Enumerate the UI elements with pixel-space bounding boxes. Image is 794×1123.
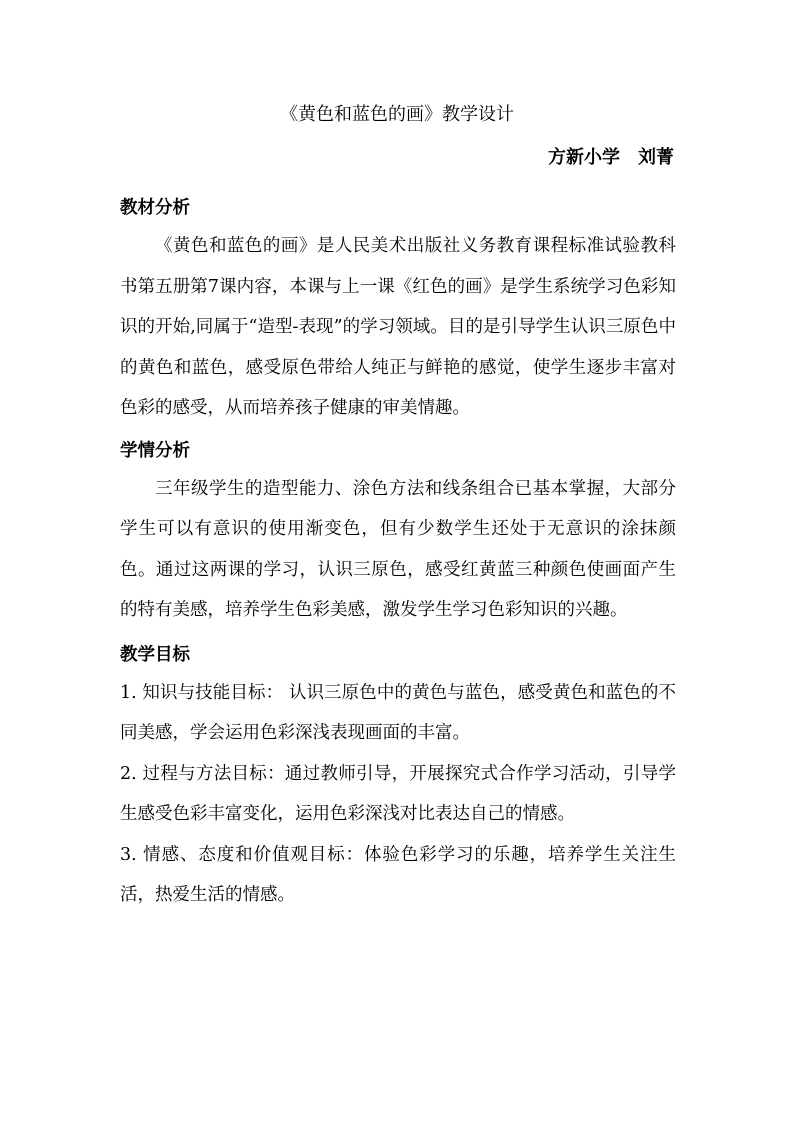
- goal-item: 3. 情感、态度和价值观目标：体验色彩学习的乐趣，培养学生关注生活，热爱生活的情感。: [120, 844, 676, 905]
- section-paragraph: 《黄色和蓝色的画》是人民美术出版社义务教育课程标准试验教科书第五册第7课内容，本课与上一课《红色的画》是学生系统学习色彩知识的开始,同属于“造型-表现”的学习领域。目的是引导学生认识三原色中的黄色和蓝色，感受原色带给人纯正与鲜艳的感觉，使学生逐步丰富对色彩的感受，从而培养孩子健康的审美情趣。: [120, 236, 676, 418]
- section-paragraph: 三年级学生的造型能力、涂色方法和线条组合已基本掌握，大部分学生可以有意识的使用渐变色，但有少数学生还处于无意识的涂抹颜色。通过这两课的学习，认识三原色，感受红黄蓝三种颜色使画面产生的特有美感，培养学生色彩美感，激发学生学习色彩知识的兴趣。: [120, 478, 676, 620]
- goal-item: 2. 过程与方法目标：通过教师引导，开展探究式合作学习活动，引导学生感受色彩丰富变化，运用色彩深浅对比表达自己的情感。: [120, 763, 676, 824]
- document-title: 《黄色和蓝色的画》教学设计: [280, 104, 514, 125]
- section-heading: 教学目标: [120, 644, 190, 665]
- document-author: 方新小学 刘菁: [548, 147, 674, 168]
- section-heading: 学情分析: [120, 440, 190, 461]
- document-body: [120, 188, 676, 916]
- section-teaching-goals: [120, 635, 676, 916]
- section-heading: 教材分析: [120, 198, 190, 218]
- section-textbook-analysis: [120, 188, 676, 429]
- section-student-analysis: [120, 431, 676, 631]
- goal-item: 1. 知识与技能目标： 认识三原色中的黄色与蓝色，感受黄色和蓝色的不同美感，学会运用色彩深浅表现画面的丰富。: [120, 682, 676, 743]
